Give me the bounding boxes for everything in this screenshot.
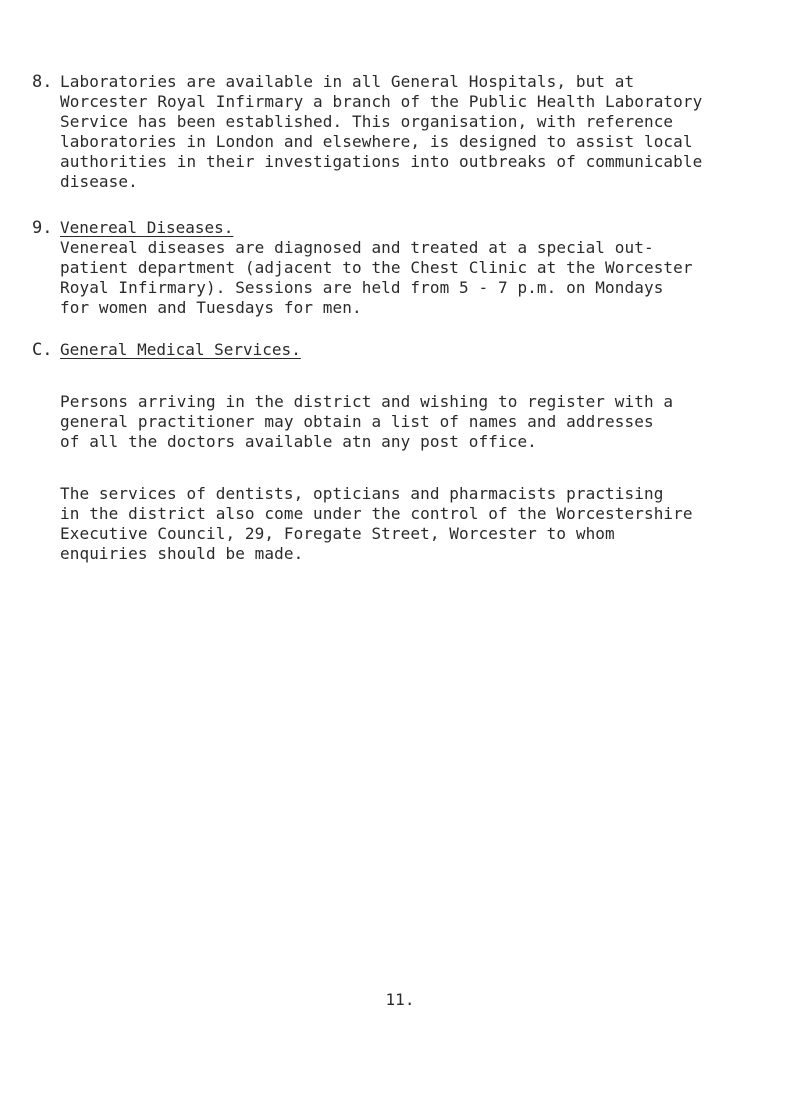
page-number: 11. [385,990,415,1009]
paragraph-line: in the district also come under the control of the Worcestershire [60,504,693,523]
section-9-text [60,218,780,318]
section-9-line: patient department (adjacent to the Chest Clinic at the Worcester [60,258,693,277]
paragraph-line: Persons arriving in the district and wishing to register with a [60,392,674,411]
section-8-line: disease. [60,172,138,191]
section-8-line: Worcester Royal Infirmary a branch of the Public Health Laboratory [60,92,703,111]
section-c-paragraph-1 [60,392,780,452]
section-8-line: authorities in their investigations into outbreaks of communicable [60,152,703,171]
section-9-number: 9. [32,218,53,238]
section-c-heading-wrap [60,340,780,360]
section-c-number: C. [32,340,53,360]
section-9-heading: Venereal Diseases. [60,218,234,237]
section-8-line: Laboratories are available in all General Hospitals, but at [60,72,635,91]
paragraph-line: Executive Council, 29, Foregate Street, Worcester to whom [60,524,615,543]
section-8-line: laboratories in London and elsewhere, is designed to assist local [60,132,693,151]
section-8-number: 8. [32,72,53,92]
section-9-line: for women and Tuesdays for men. [60,298,362,317]
section-8-text [60,72,780,192]
section-9-line: Royal Infirmary). Sessions are held from 5 - 7 p.m. on Mondays [60,278,664,297]
section-8-line: Service has been established. This organisation, with reference [60,112,674,131]
paragraph-line: enquiries should be made. [60,544,304,563]
paragraph-line: general practitioner may obtain a list of names and addresses [60,412,654,431]
section-c-heading: General Medical Services. [60,340,301,359]
section-9-line: Venereal diseases are diagnosed and treated at a special out- [60,238,654,257]
paragraph-line: The services of dentists, opticians and pharmacists practising [60,484,664,503]
paragraph-line: of all the doctors available atn any post office. [60,432,537,451]
section-c-paragraph-2 [60,484,780,564]
